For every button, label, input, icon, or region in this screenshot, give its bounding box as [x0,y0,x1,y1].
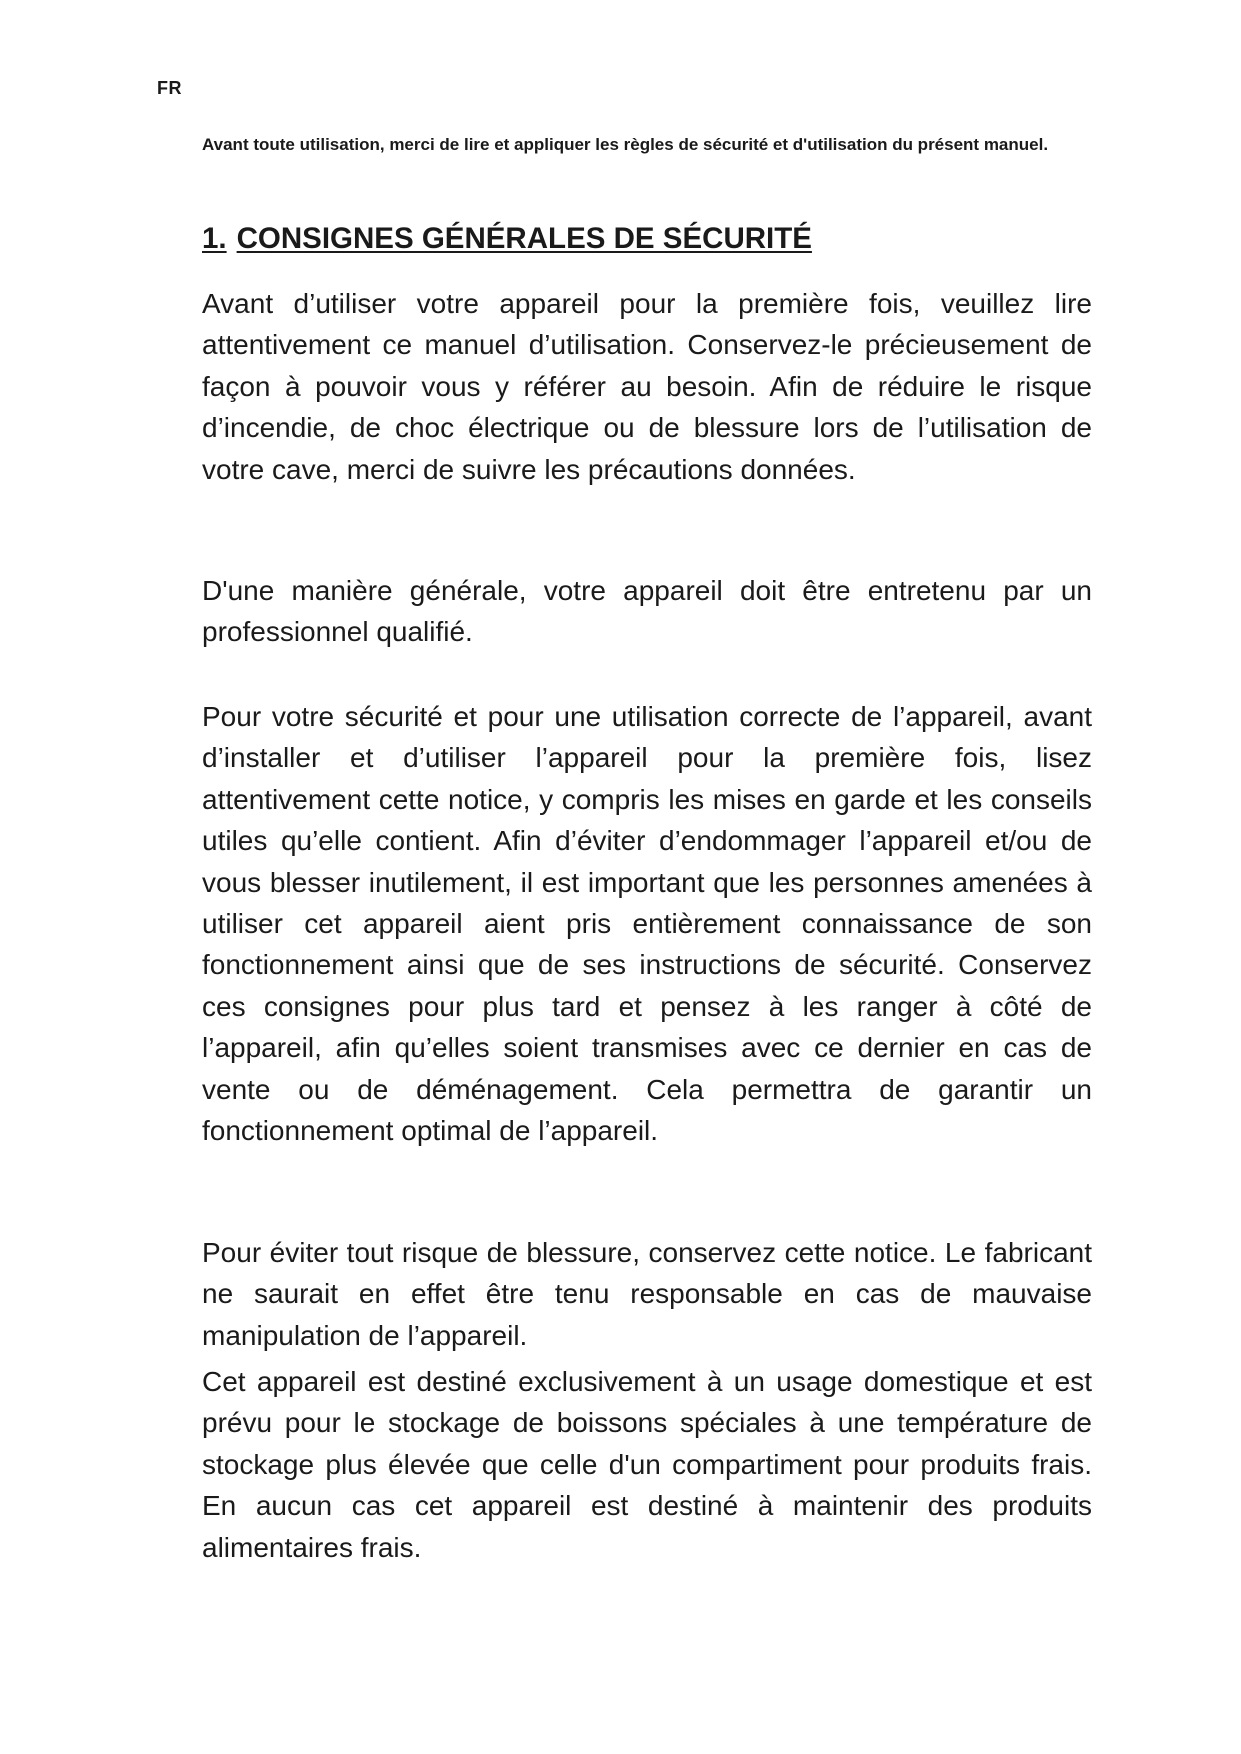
paragraph-safety-instructions: Pour votre sécurité et pour une utilisation correcte de l’appareil, avant d’installer et d’utiliser l’appareil pour la première fois, lisez attentivement cette notice, y compris les mises en garde et les conseils utiles qu’elle contient. Afin d’éviter d’endommager l’appareil et/ou de vous blesser inutilement, il est important que les personnes amenées à utiliser cet appareil aient pris entièrement connaissance de son fonctionnement ainsi que de ses instructions de sécurité. Conservez ces consignes pour plus tard et pensez à les ranger à côté de l’appareil, afin qu’elles soient transmises avec ce dernier en cas de vente ou de déménagement. Cela permettra de garantir un fonctionnement optimal de l’appareil. [202,701,1092,1147]
language-code: FR [157,78,182,98]
paragraph-liability: Pour éviter tout risque de blessure, conservez cette notice. Le fabricant ne saurait en effet être tenu responsable en cas de mauvaise manipulation de l’appareil. [202,1237,1092,1351]
section-title: CONSIGNES GÉNÉRALES DE SÉCURITÉ [236,222,812,255]
section-number: 1. [202,222,227,255]
paragraph-maintenance: D'une manière générale, votre appareil doit être entretenu par un professionnel qualifié. [202,575,1092,648]
paragraph-general-reading: Avant d’utiliser votre appareil pour la première fois, veuillez lire attentivement ce manuel d’utilisation. Conservez-le précieusement de façon à pouvoir vous y référer au besoin. Afin de réduire le risque d’incendie, de choc électrique ou de blessure lors de l’utilisation de votre cave, merci de suivre les précautions données. [202,288,1092,485]
paragraph-intended-use: Cet appareil est destiné exclusivement à un usage domestique et est prévu pour le stockage de boissons spéciales à une température de stockage plus élevée que celle d'un compartiment pour produits frais. En aucun cas cet appareil est destiné à maintenir des produits alimentaires frais. [202,1366,1092,1563]
section-heading [202,222,812,256]
intro-notice: Avant toute utilisation, merci de lire et appliquer les règles de sécurité et d'utilisation du présent manuel. [202,135,1049,154]
